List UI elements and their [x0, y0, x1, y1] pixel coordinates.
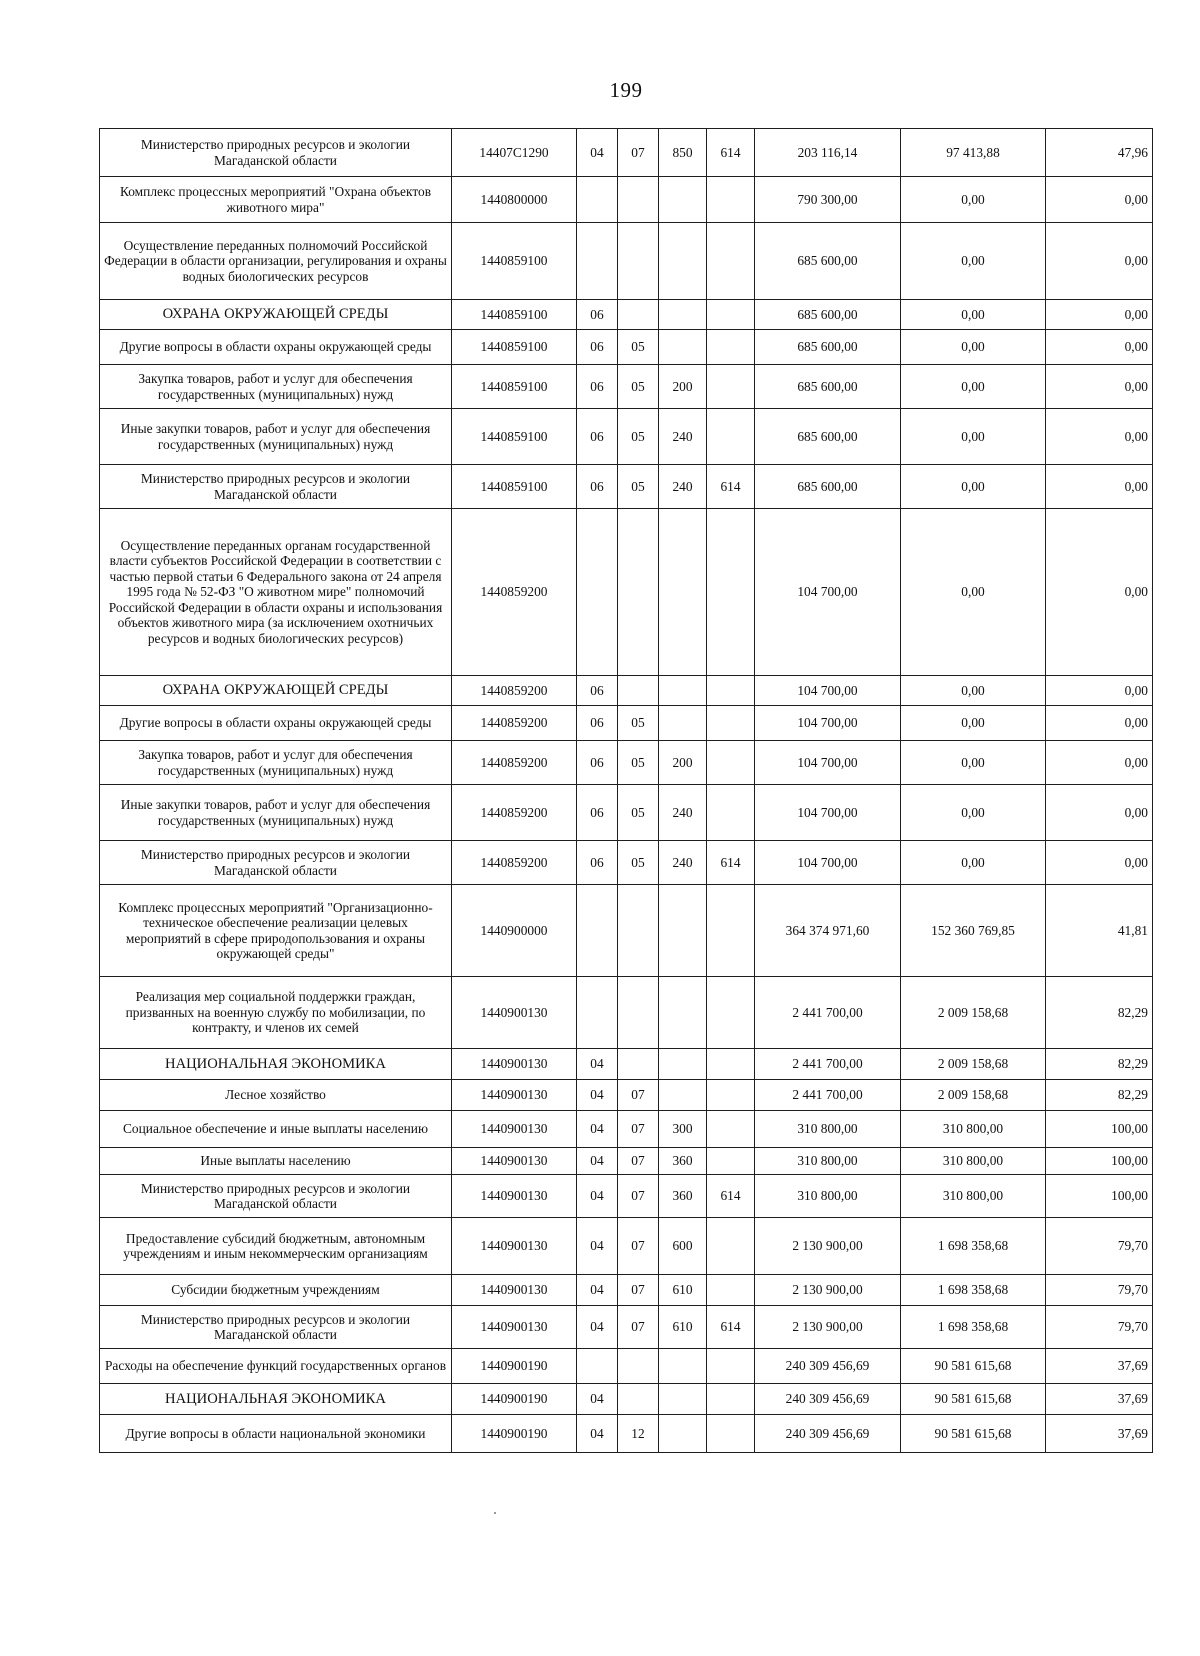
cell-name: Лесное хозяйство	[100, 1080, 452, 1111]
cell-admin-code	[707, 1111, 755, 1148]
cell-subsection	[618, 1384, 659, 1415]
cell-executed-amount: 0,00	[901, 300, 1046, 330]
table-row	[100, 1148, 1153, 1175]
cell-subsection: 05	[618, 841, 659, 885]
cell-executed-amount: 0,00	[901, 177, 1046, 223]
cell-name: Субсидии бюджетным учреждениям	[100, 1275, 452, 1306]
table-row	[100, 1415, 1153, 1453]
cell-target-code: 1440900130	[452, 1175, 577, 1218]
cell-subsection: 07	[618, 1080, 659, 1111]
table-row	[100, 1175, 1153, 1218]
scan-speck	[494, 1512, 496, 1514]
table-row	[100, 977, 1153, 1049]
table-row	[100, 1080, 1153, 1111]
cell-target-code: 1440859200	[452, 741, 577, 785]
cell-subsection	[618, 885, 659, 977]
cell-name: Министерство природных ресурсов и экологии Магаданской области	[100, 1306, 452, 1349]
cell-executed-amount: 310 800,00	[901, 1148, 1046, 1175]
cell-executed-amount: 90 581 615,68	[901, 1349, 1046, 1384]
budget-execution-table	[99, 128, 1153, 1453]
cell-execution-percent: 0,00	[1046, 706, 1153, 741]
cell-planned-amount: 790 300,00	[755, 177, 901, 223]
cell-planned-amount: 685 600,00	[755, 465, 901, 509]
cell-planned-amount: 2 130 900,00	[755, 1218, 901, 1275]
cell-target-code: 1440859100	[452, 300, 577, 330]
cell-subsection: 05	[618, 365, 659, 409]
cell-executed-amount: 97 413,88	[901, 129, 1046, 177]
cell-name: Иные закупки товаров, работ и услуг для обеспечения государственных (муниципальных) нужд	[100, 409, 452, 465]
cell-subsection: 05	[618, 741, 659, 785]
table-row	[100, 741, 1153, 785]
cell-section: 04	[577, 1275, 618, 1306]
cell-execution-percent: 82,29	[1046, 977, 1153, 1049]
cell-target-code: 14407С1290	[452, 129, 577, 177]
cell-name: ОХРАНА ОКРУЖАЮЩЕЙ СРЕДЫ	[100, 300, 452, 330]
cell-executed-amount: 2 009 158,68	[901, 1080, 1046, 1111]
table-row	[100, 223, 1153, 300]
cell-admin-code	[707, 300, 755, 330]
cell-name: НАЦИОНАЛЬНАЯ ЭКОНОМИКА	[100, 1049, 452, 1080]
cell-planned-amount: 203 116,14	[755, 129, 901, 177]
cell-name: Закупка товаров, работ и услуг для обеспечения государственных (муниципальных) нужд	[100, 741, 452, 785]
cell-admin-code	[707, 885, 755, 977]
cell-target-code: 1440900130	[452, 1111, 577, 1148]
cell-subsection: 07	[618, 1275, 659, 1306]
cell-executed-amount: 0,00	[901, 509, 1046, 676]
table-row	[100, 1049, 1153, 1080]
cell-planned-amount: 2 441 700,00	[755, 1049, 901, 1080]
cell-target-code: 1440859200	[452, 841, 577, 885]
cell-executed-amount: 0,00	[901, 223, 1046, 300]
cell-admin-code	[707, 177, 755, 223]
cell-expense-type	[659, 300, 707, 330]
cell-name: Министерство природных ресурсов и экологии Магаданской области	[100, 129, 452, 177]
cell-expense-type: 240	[659, 465, 707, 509]
cell-planned-amount: 104 700,00	[755, 785, 901, 841]
cell-section: 06	[577, 365, 618, 409]
cell-subsection: 05	[618, 785, 659, 841]
cell-expense-type	[659, 330, 707, 365]
cell-executed-amount: 310 800,00	[901, 1111, 1046, 1148]
cell-target-code: 1440859100	[452, 223, 577, 300]
cell-executed-amount: 0,00	[901, 785, 1046, 841]
cell-executed-amount: 1 698 358,68	[901, 1275, 1046, 1306]
table-row	[100, 885, 1153, 977]
cell-admin-code	[707, 1218, 755, 1275]
cell-planned-amount: 685 600,00	[755, 223, 901, 300]
table-row	[100, 785, 1153, 841]
cell-target-code: 1440859200	[452, 785, 577, 841]
cell-execution-percent: 0,00	[1046, 330, 1153, 365]
cell-executed-amount: 0,00	[901, 741, 1046, 785]
cell-admin-code	[707, 706, 755, 741]
cell-expense-type: 200	[659, 365, 707, 409]
cell-planned-amount: 685 600,00	[755, 409, 901, 465]
cell-admin-code	[707, 741, 755, 785]
table-row	[100, 1384, 1153, 1415]
cell-expense-type	[659, 885, 707, 977]
cell-expense-type: 360	[659, 1175, 707, 1218]
cell-admin-code	[707, 1349, 755, 1384]
cell-planned-amount: 240 309 456,69	[755, 1415, 901, 1453]
cell-expense-type	[659, 706, 707, 741]
cell-target-code: 1440859200	[452, 706, 577, 741]
cell-target-code: 1440900190	[452, 1349, 577, 1384]
cell-expense-type: 200	[659, 741, 707, 785]
table-body	[100, 129, 1153, 1453]
cell-admin-code: 614	[707, 465, 755, 509]
cell-planned-amount: 240 309 456,69	[755, 1349, 901, 1384]
cell-expense-type: 610	[659, 1275, 707, 1306]
cell-executed-amount: 310 800,00	[901, 1175, 1046, 1218]
cell-admin-code: 614	[707, 841, 755, 885]
cell-executed-amount: 0,00	[901, 706, 1046, 741]
cell-section: 06	[577, 330, 618, 365]
cell-expense-type	[659, 509, 707, 676]
cell-expense-type	[659, 1080, 707, 1111]
cell-name: Комплекс процессных мероприятий "Охрана объектов животного мира"	[100, 177, 452, 223]
table-row	[100, 365, 1153, 409]
cell-planned-amount: 310 800,00	[755, 1175, 901, 1218]
cell-name: НАЦИОНАЛЬНАЯ ЭКОНОМИКА	[100, 1384, 452, 1415]
cell-execution-percent: 0,00	[1046, 365, 1153, 409]
cell-admin-code	[707, 1415, 755, 1453]
cell-section: 06	[577, 465, 618, 509]
cell-expense-type: 360	[659, 1148, 707, 1175]
cell-name: Социальное обеспечение и иные выплаты населению	[100, 1111, 452, 1148]
cell-target-code: 1440900130	[452, 1275, 577, 1306]
cell-expense-type	[659, 177, 707, 223]
cell-section: 04	[577, 1111, 618, 1148]
cell-name: Министерство природных ресурсов и экологии Магаданской области	[100, 841, 452, 885]
cell-execution-percent: 37,69	[1046, 1384, 1153, 1415]
cell-expense-type: 240	[659, 409, 707, 465]
table-row	[100, 841, 1153, 885]
cell-admin-code	[707, 1080, 755, 1111]
cell-execution-percent: 0,00	[1046, 177, 1153, 223]
cell-execution-percent: 79,70	[1046, 1218, 1153, 1275]
cell-section: 04	[577, 1175, 618, 1218]
cell-target-code: 1440800000	[452, 177, 577, 223]
cell-expense-type	[659, 1349, 707, 1384]
cell-executed-amount: 1 698 358,68	[901, 1218, 1046, 1275]
cell-execution-percent: 47,96	[1046, 129, 1153, 177]
cell-admin-code	[707, 1275, 755, 1306]
cell-execution-percent: 0,00	[1046, 465, 1153, 509]
cell-section: 06	[577, 300, 618, 330]
table-row	[100, 300, 1153, 330]
cell-planned-amount: 2 441 700,00	[755, 977, 901, 1049]
cell-executed-amount: 0,00	[901, 465, 1046, 509]
cell-target-code: 1440900130	[452, 1080, 577, 1111]
cell-subsection	[618, 177, 659, 223]
table-row	[100, 1218, 1153, 1275]
cell-section: 06	[577, 409, 618, 465]
cell-planned-amount: 310 800,00	[755, 1111, 901, 1148]
cell-expense-type: 850	[659, 129, 707, 177]
cell-execution-percent: 0,00	[1046, 509, 1153, 676]
cell-subsection: 05	[618, 465, 659, 509]
cell-planned-amount: 2 441 700,00	[755, 1080, 901, 1111]
cell-expense-type	[659, 223, 707, 300]
cell-admin-code	[707, 509, 755, 676]
cell-execution-percent: 100,00	[1046, 1175, 1153, 1218]
cell-execution-percent: 0,00	[1046, 841, 1153, 885]
cell-section: 06	[577, 741, 618, 785]
cell-executed-amount: 0,00	[901, 365, 1046, 409]
cell-expense-type: 600	[659, 1218, 707, 1275]
cell-subsection: 07	[618, 1306, 659, 1349]
cell-admin-code	[707, 409, 755, 465]
cell-executed-amount: 0,00	[901, 841, 1046, 885]
cell-admin-code	[707, 223, 755, 300]
cell-target-code: 1440900130	[452, 977, 577, 1049]
cell-planned-amount: 104 700,00	[755, 841, 901, 885]
cell-name: ОХРАНА ОКРУЖАЮЩЕЙ СРЕДЫ	[100, 676, 452, 706]
cell-section: 04	[577, 1306, 618, 1349]
cell-expense-type	[659, 1415, 707, 1453]
cell-executed-amount: 0,00	[901, 330, 1046, 365]
cell-name: Расходы на обеспечение функций государственных органов	[100, 1349, 452, 1384]
cell-admin-code: 614	[707, 1175, 755, 1218]
cell-execution-percent: 82,29	[1046, 1080, 1153, 1111]
cell-execution-percent: 79,70	[1046, 1275, 1153, 1306]
cell-name: Министерство природных ресурсов и экологии Магаданской области	[100, 465, 452, 509]
cell-subsection: 07	[618, 1148, 659, 1175]
cell-executed-amount: 90 581 615,68	[901, 1384, 1046, 1415]
table-row	[100, 509, 1153, 676]
table-row	[100, 1306, 1153, 1349]
cell-execution-percent: 0,00	[1046, 300, 1153, 330]
cell-planned-amount: 104 700,00	[755, 676, 901, 706]
cell-name: Закупка товаров, работ и услуг для обеспечения государственных (муниципальных) нужд	[100, 365, 452, 409]
cell-executed-amount: 2 009 158,68	[901, 977, 1046, 1049]
cell-execution-percent: 37,69	[1046, 1349, 1153, 1384]
cell-execution-percent: 79,70	[1046, 1306, 1153, 1349]
cell-target-code: 1440859100	[452, 465, 577, 509]
cell-name: Предоставление субсидий бюджетным, автономным учреждениям и иным некоммерческим организациям	[100, 1218, 452, 1275]
cell-target-code: 1440859100	[452, 409, 577, 465]
cell-target-code: 1440859100	[452, 330, 577, 365]
cell-name: Другие вопросы в области национальной экономики	[100, 1415, 452, 1453]
cell-subsection	[618, 509, 659, 676]
table-row	[100, 409, 1153, 465]
cell-planned-amount: 240 309 456,69	[755, 1384, 901, 1415]
cell-execution-percent: 100,00	[1046, 1111, 1153, 1148]
table-row	[100, 676, 1153, 706]
cell-admin-code	[707, 676, 755, 706]
cell-planned-amount: 104 700,00	[755, 706, 901, 741]
cell-executed-amount: 2 009 158,68	[901, 1049, 1046, 1080]
cell-expense-type: 240	[659, 841, 707, 885]
cell-subsection: 05	[618, 706, 659, 741]
cell-section	[577, 223, 618, 300]
cell-target-code: 1440900190	[452, 1415, 577, 1453]
cell-target-code: 1440859200	[452, 509, 577, 676]
cell-subsection	[618, 676, 659, 706]
cell-target-code: 1440900130	[452, 1218, 577, 1275]
cell-target-code: 1440859100	[452, 365, 577, 409]
cell-planned-amount: 685 600,00	[755, 365, 901, 409]
cell-target-code: 1440900000	[452, 885, 577, 977]
cell-admin-code	[707, 1148, 755, 1175]
table-row	[100, 1349, 1153, 1384]
cell-expense-type: 610	[659, 1306, 707, 1349]
cell-section: 06	[577, 785, 618, 841]
cell-planned-amount: 2 130 900,00	[755, 1306, 901, 1349]
table-row	[100, 1111, 1153, 1148]
cell-executed-amount: 0,00	[901, 409, 1046, 465]
cell-planned-amount: 685 600,00	[755, 300, 901, 330]
cell-executed-amount: 1 698 358,68	[901, 1306, 1046, 1349]
cell-section: 04	[577, 1049, 618, 1080]
cell-execution-percent: 100,00	[1046, 1148, 1153, 1175]
cell-admin-code	[707, 1049, 755, 1080]
cell-planned-amount: 104 700,00	[755, 741, 901, 785]
cell-subsection: 07	[618, 129, 659, 177]
cell-name: Осуществление переданных органам государственной власти субъектов Российской Федерации в соответствии с частью первой статьи 6 Федерального закона от 24 апреля 1995 года № 52-ФЗ "О животном мире" полномочий Российской Федерации в области охраны и использования объектов животного мира (за исключением охотничьих ресурсов и водных биологических ресурсов)	[100, 509, 452, 676]
cell-planned-amount: 685 600,00	[755, 330, 901, 365]
cell-section	[577, 1349, 618, 1384]
cell-section	[577, 977, 618, 1049]
cell-admin-code	[707, 977, 755, 1049]
cell-expense-type: 300	[659, 1111, 707, 1148]
table-row	[100, 177, 1153, 223]
cell-execution-percent: 0,00	[1046, 223, 1153, 300]
cell-admin-code: 614	[707, 1306, 755, 1349]
cell-execution-percent: 0,00	[1046, 785, 1153, 841]
cell-admin-code	[707, 785, 755, 841]
cell-admin-code	[707, 330, 755, 365]
cell-subsection: 07	[618, 1218, 659, 1275]
cell-section: 04	[577, 1218, 618, 1275]
cell-target-code: 1440900190	[452, 1384, 577, 1415]
table-row	[100, 465, 1153, 509]
cell-execution-percent: 41,81	[1046, 885, 1153, 977]
cell-admin-code	[707, 1384, 755, 1415]
cell-subsection: 07	[618, 1111, 659, 1148]
cell-section: 04	[577, 1080, 618, 1111]
cell-subsection	[618, 1349, 659, 1384]
table-row	[100, 330, 1153, 365]
cell-name: Другие вопросы в области охраны окружающей среды	[100, 706, 452, 741]
cell-admin-code	[707, 365, 755, 409]
table-row	[100, 706, 1153, 741]
cell-executed-amount: 90 581 615,68	[901, 1415, 1046, 1453]
cell-subsection: 05	[618, 330, 659, 365]
cell-planned-amount: 310 800,00	[755, 1148, 901, 1175]
cell-section: 04	[577, 129, 618, 177]
cell-section	[577, 885, 618, 977]
cell-subsection: 12	[618, 1415, 659, 1453]
cell-name: Иные закупки товаров, работ и услуг для обеспечения государственных (муниципальных) нужд	[100, 785, 452, 841]
cell-target-code: 1440900130	[452, 1306, 577, 1349]
cell-section: 06	[577, 841, 618, 885]
cell-execution-percent: 82,29	[1046, 1049, 1153, 1080]
cell-subsection	[618, 1049, 659, 1080]
cell-expense-type	[659, 1049, 707, 1080]
cell-executed-amount: 152 360 769,85	[901, 885, 1046, 977]
cell-execution-percent: 0,00	[1046, 741, 1153, 785]
cell-section: 04	[577, 1148, 618, 1175]
cell-planned-amount: 104 700,00	[755, 509, 901, 676]
cell-execution-percent: 37,69	[1046, 1415, 1153, 1453]
table-row	[100, 129, 1153, 177]
cell-subsection: 05	[618, 409, 659, 465]
cell-target-code: 1440900130	[452, 1148, 577, 1175]
cell-name: Реализация мер социальной поддержки граждан, призванных на военную службу по мобилизации, по контракту, и членов их семей	[100, 977, 452, 1049]
cell-expense-type	[659, 676, 707, 706]
cell-section: 04	[577, 1384, 618, 1415]
cell-execution-percent: 0,00	[1046, 409, 1153, 465]
cell-target-code: 1440859200	[452, 676, 577, 706]
cell-name: Иные выплаты населению	[100, 1148, 452, 1175]
cell-subsection: 07	[618, 1175, 659, 1218]
cell-section: 04	[577, 1415, 618, 1453]
cell-execution-percent: 0,00	[1046, 676, 1153, 706]
cell-name: Министерство природных ресурсов и экологии Магаданской области	[100, 1175, 452, 1218]
cell-section: 06	[577, 706, 618, 741]
cell-expense-type	[659, 1384, 707, 1415]
cell-subsection	[618, 977, 659, 1049]
cell-planned-amount: 364 374 971,60	[755, 885, 901, 977]
cell-section	[577, 509, 618, 676]
cell-name: Осуществление переданных полномочий Российской Федерации в области организации, регулирования и охраны водных биологических ресурсов	[100, 223, 452, 300]
cell-subsection	[618, 223, 659, 300]
cell-name: Комплекс процессных мероприятий "Организационно-техническое обеспечение реализации целевых мероприятий в сфере природопользования и охраны окружающей среды"	[100, 885, 452, 977]
cell-expense-type: 240	[659, 785, 707, 841]
cell-section: 06	[577, 676, 618, 706]
cell-name: Другие вопросы в области охраны окружающей среды	[100, 330, 452, 365]
table-row	[100, 1275, 1153, 1306]
cell-admin-code: 614	[707, 129, 755, 177]
cell-planned-amount: 2 130 900,00	[755, 1275, 901, 1306]
page-number: 199	[609, 78, 643, 102]
cell-target-code: 1440900130	[452, 1049, 577, 1080]
cell-expense-type	[659, 977, 707, 1049]
cell-section	[577, 177, 618, 223]
cell-subsection	[618, 300, 659, 330]
cell-executed-amount: 0,00	[901, 676, 1046, 706]
